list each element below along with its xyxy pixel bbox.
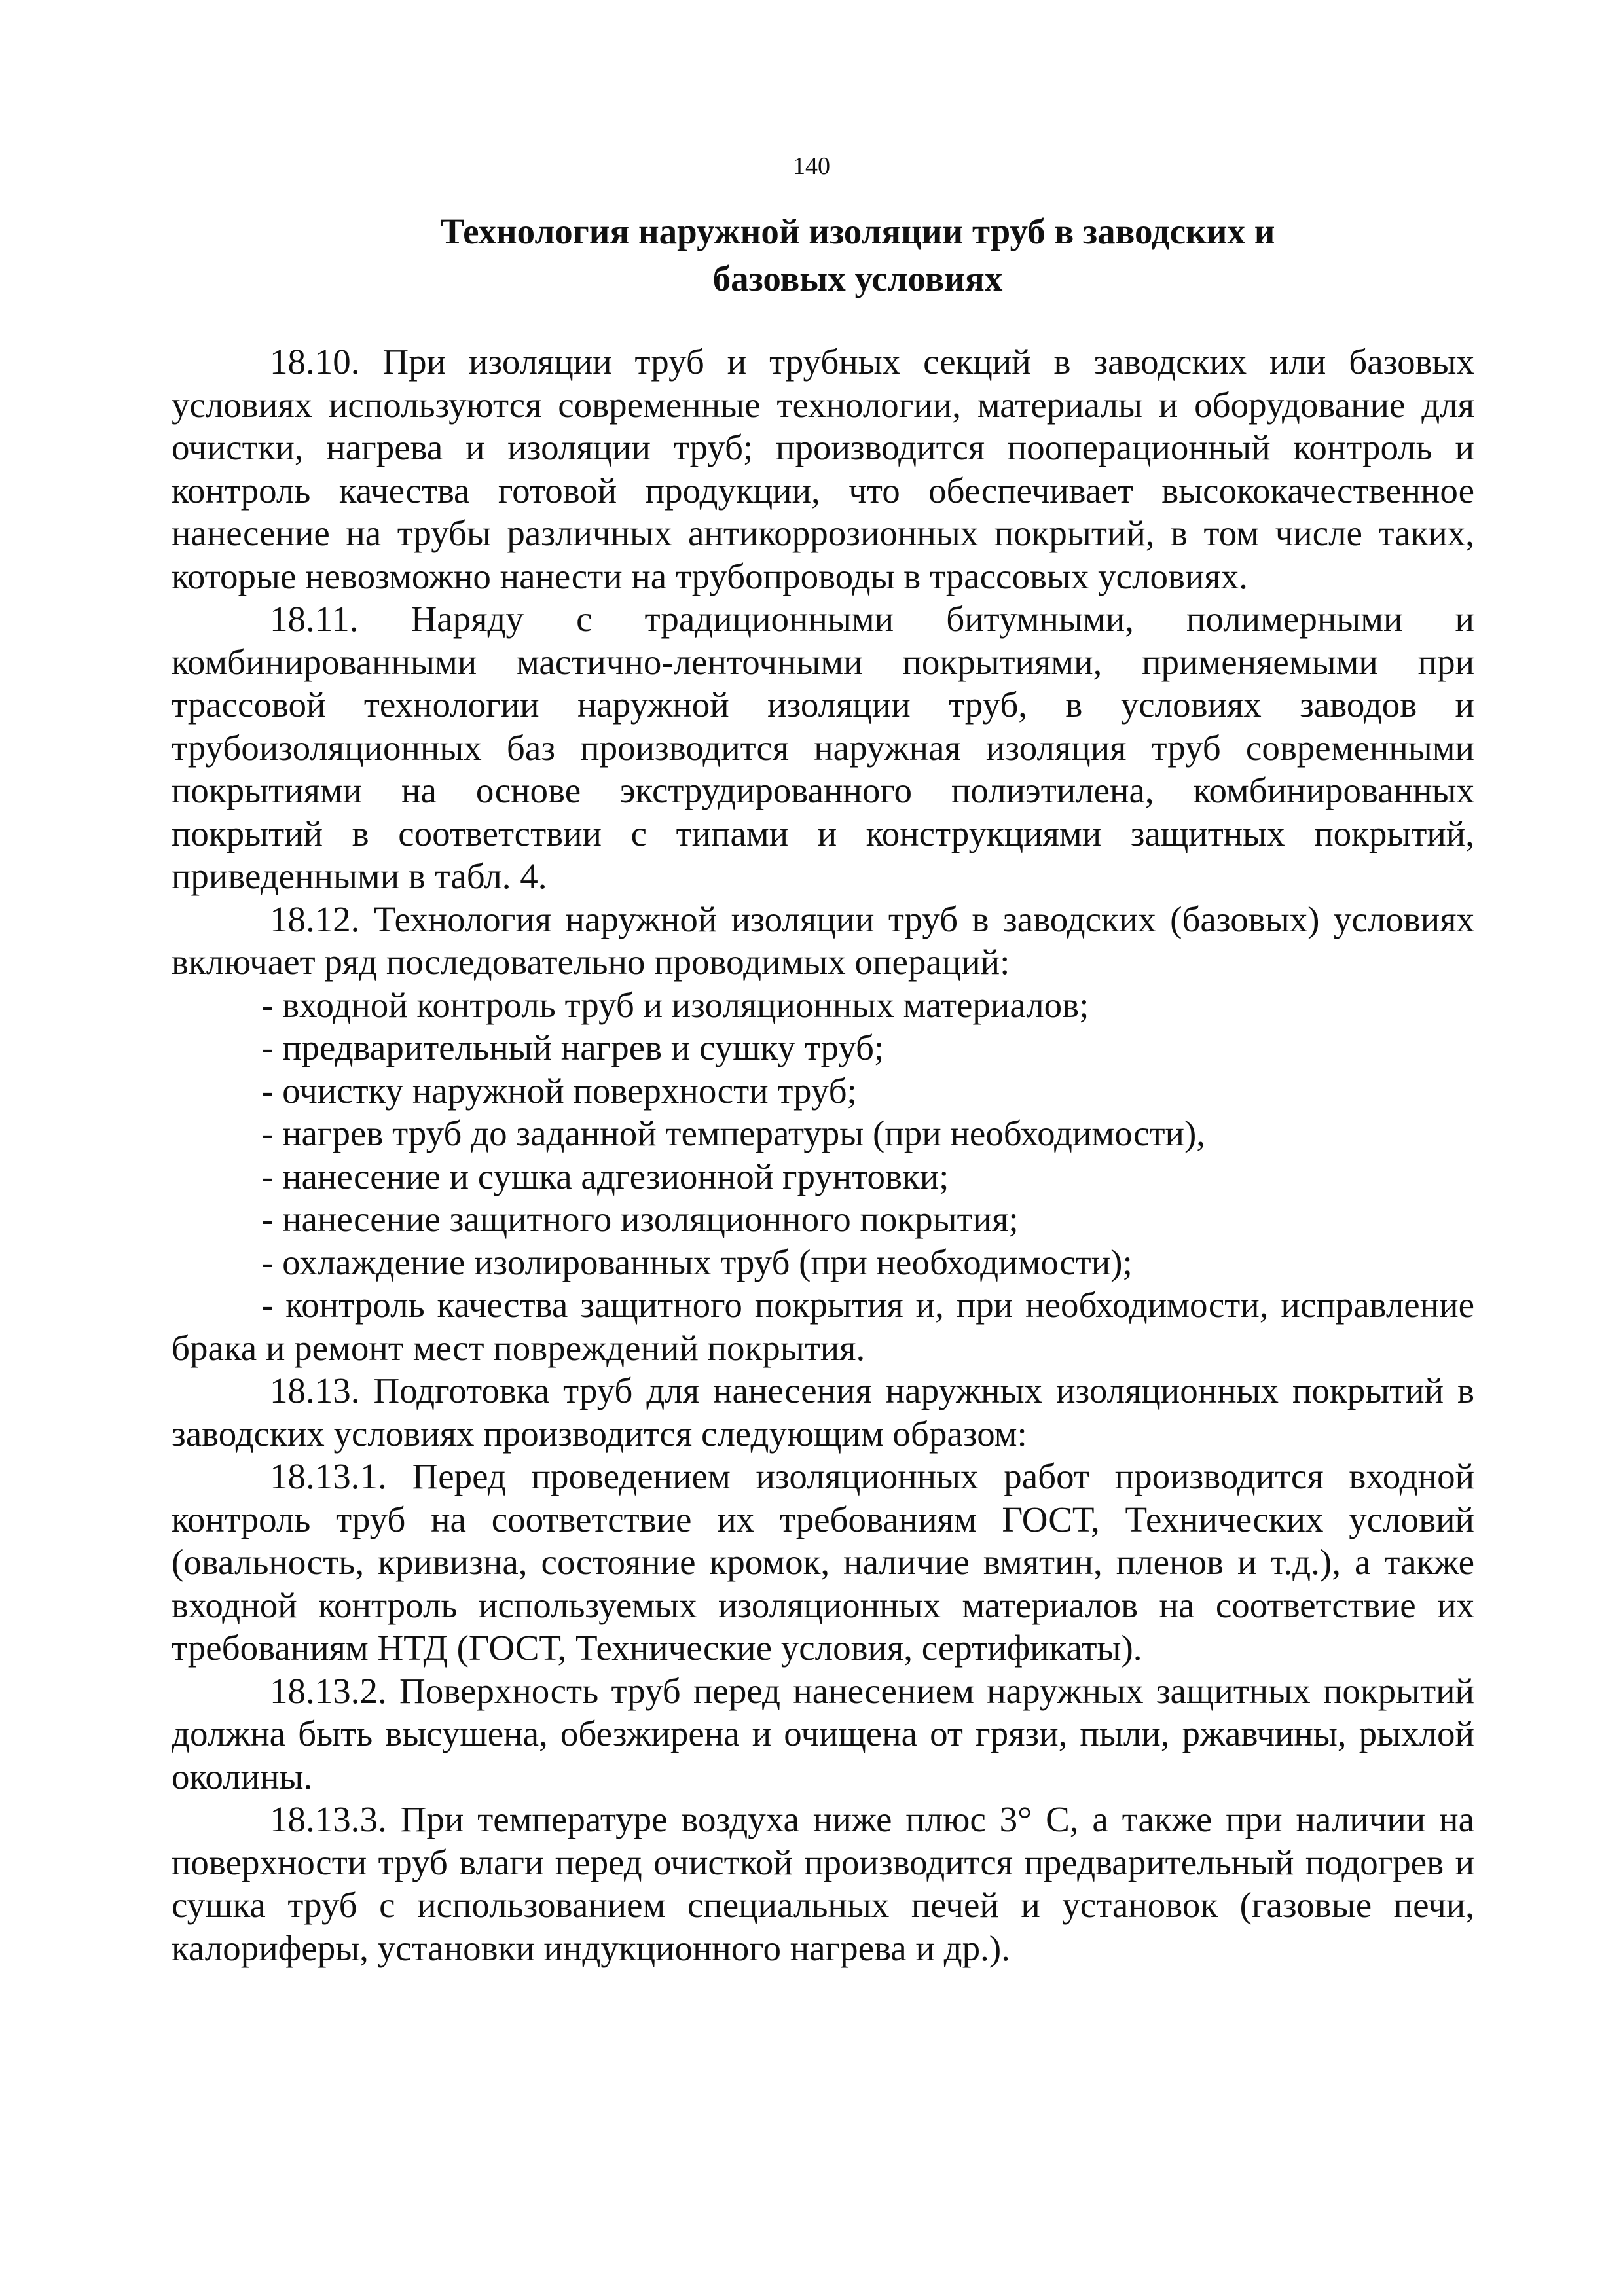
list-item: - нанесение защитного изоляционного покрытия; (261, 1199, 1019, 1239)
section-title (367, 208, 1349, 302)
list-item: - нагрев труб до заданной температуры (при необходимости), (261, 1113, 1206, 1153)
body-text (172, 340, 1474, 1969)
list-item: - входной контроль труб и изоляционных материалов; (261, 984, 1089, 1025)
list-item: - предварительный нагрев и сушку труб; (261, 1028, 884, 1067)
list-item: - нанесение и сушка адгезионной грунтовки; (261, 1156, 949, 1196)
paragraph-18-10: 18.10. При изоляции труб и трубных секций в заводских или базовых условиях используются современные технологии, материалы и оборудование для очистки, нагрева и изоляции труб; производится пооперационный контроль и контроль качества готовой продукции, что обеспечивает высококачественное нанесение на трубы различных антикоррозионных покрытий, в том числе таких, которые невозможно нанести на трубопроводы в трассовых условиях. (172, 342, 1474, 596)
paragraph-18-13: 18.13. Подготовка труб для нанесения наружных изоляционных покрытий в заводских условиях производится следующим образом: (172, 1371, 1474, 1454)
paragraph-18-13-3: 18.13.3. При температуре воздуха ниже плюс 3° С, а также при наличии на поверхности труб влаги перед очисткой производится предварительный подогрев и сушка труб с использованием специальных печей и установок (газовые печи, калориферы, установки индукционного нагрева и др.). (172, 1799, 1474, 1968)
operations-list (172, 984, 1474, 1370)
paragraph-18-13-2: 18.13.2. Поверхность труб перед нанесением наружных защитных покрытий должна быть высушена, обезжирена и очищена от грязи, пыли, ржавчины, рыхлой околины. (172, 1670, 1474, 1797)
paragraph-18-12: 18.12. Технология наружной изоляции труб в заводских (базовых) условиях включает ряд последовательно проводимых операций: (172, 899, 1474, 982)
list-item: - очистку наружной поверхности труб; (261, 1070, 857, 1111)
page-number: 140 (793, 152, 830, 180)
list-item: - контроль качества защитного покрытия и, при необходимости, исправление брака и ремонт мест повреждений покрытия. (172, 1285, 1474, 1368)
section-title-line-2: базовых условиях (712, 259, 1003, 298)
section-title-line-1: Технология наружной изоляции труб в заводских и (440, 211, 1275, 251)
paragraph-18-13-1: 18.13.1. Перед проведением изоляционных работ производится входной контроль труб на соответствие их требованиям ГОСТ, Технических условий (овальность, кривизна, состояние кромок, наличие вмятин, пленов и т.д.), а также входной контроль используемых изоляционных материалов на соответствие их требованиям НТД (ГОСТ, Технические условия, сертификаты). (172, 1456, 1474, 1668)
list-item: - охлаждение изолированных труб (при необходимости); (261, 1242, 1133, 1282)
paragraph-18-11: 18.11. Наряду с традиционными битумными, полимерными и комбинированными мастично-ленточными покрытиями, применяемыми при трассовой технологии наружной изоляции труб, в условиях заводов и трубоизоляционных баз производится наружная изоляция труб современными покрытиями на основе экструдированного полиэтилена, комбинированных покрытий в соответствии с типами и конструкциями защитных покрытий, приведенными в табл. 4. (172, 599, 1474, 896)
